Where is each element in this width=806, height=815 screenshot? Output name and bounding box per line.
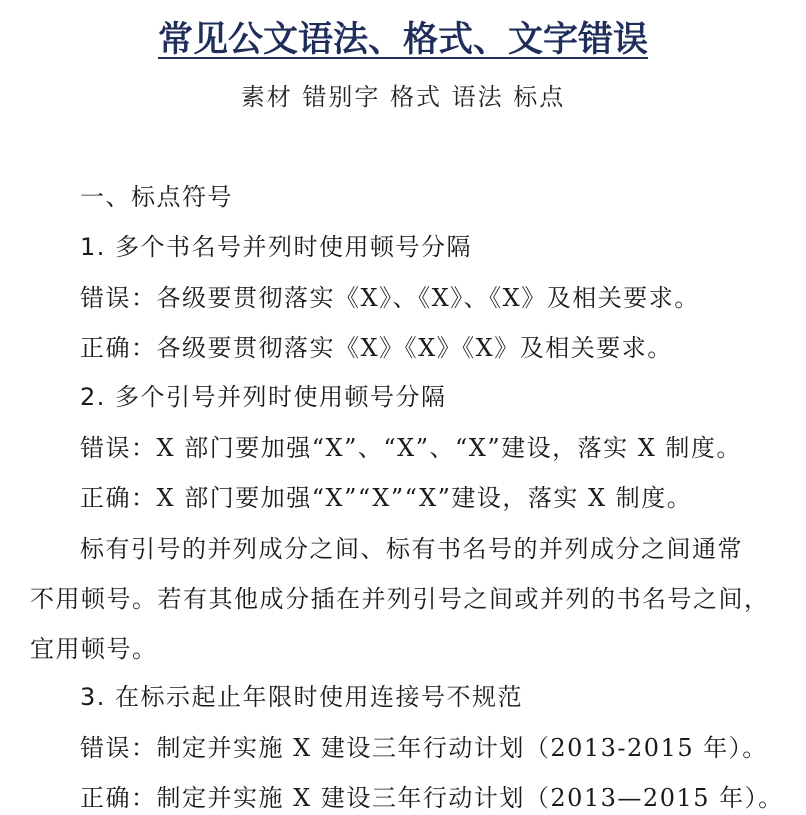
item-right-example-3: 正确：制定并实施 X 建设三年行动计划（2013—2015 年）。 — [80, 784, 784, 812]
item-wrong-example-3: 错误：制定并实施 X 建设三年行动计划（2013-2015 年）。 — [80, 734, 768, 762]
note-line-1: 标有引号的并列成分之间、标有书名号的并列成分之间通常 — [80, 535, 743, 563]
item-wrong-example-2: 错误：X 部门要加强“X”、“X”、“X”建设，落实 X 制度。 — [80, 434, 742, 462]
item-right-example-1: 正确：各级要贯彻落实《X》《X》《X》及相关要求。 — [80, 334, 673, 362]
document-subtitle: 素材 错别字 格式 语法 标点 — [240, 83, 566, 111]
item-wrong-example-1: 错误：各级要贯彻落实《X》、《X》、《X》及相关要求。 — [80, 284, 700, 312]
item-right-example-2: 正确：X 部门要加强“X”“X”“X”建设，落实 X 制度。 — [80, 484, 693, 512]
item-heading-2: 2. 多个引号并列时使用顿号分隔 — [80, 383, 447, 411]
document-title — [0, 16, 806, 64]
note-line-2: 不用顿号。若有其他成分插在并列引号之间或并列的书名号之间， — [30, 585, 770, 613]
document-title-text: 常见公文语法、格式、文字错误 — [157, 20, 648, 60]
item-heading-3: 3. 在标示起止年限时使用连接号不规范 — [80, 683, 524, 711]
section-heading: 一、标点符号 — [80, 183, 233, 211]
item-heading-1: 1. 多个书名号并列时使用顿号分隔 — [80, 233, 473, 261]
note-line-3: 宜用顿号。 — [30, 635, 158, 663]
